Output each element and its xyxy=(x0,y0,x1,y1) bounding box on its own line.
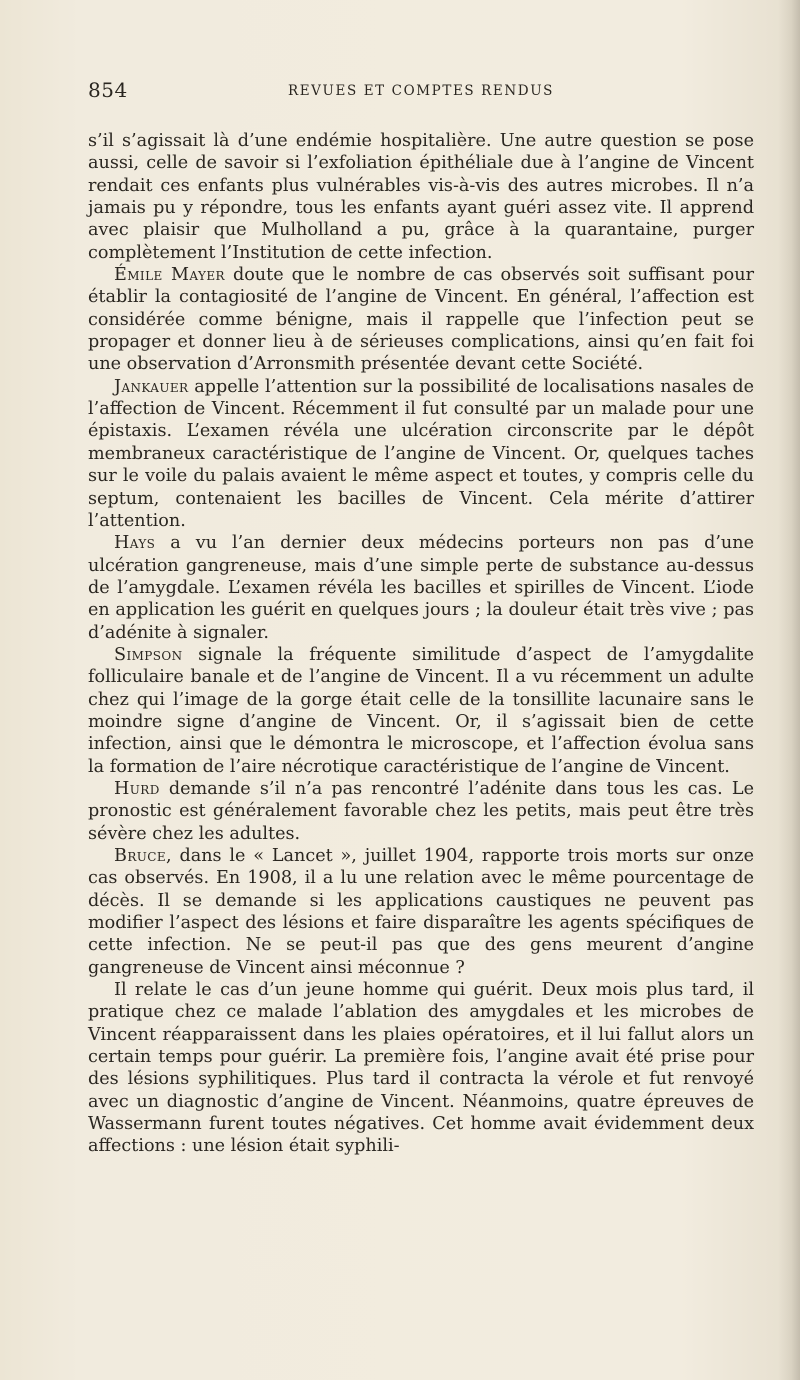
paragraph-bruce xyxy=(88,845,754,979)
paragraph-text: demande s’il n’a pas rencontré l’adénite dans tous les cas. Le pronostic est généralement favorable chez les petits, mais peut être très sévère chez les adultes. xyxy=(88,778,754,844)
paragraph-1 xyxy=(88,130,754,264)
paragraph-mayer xyxy=(88,264,754,376)
paragraph-text: a vu l’an dernier deux médecins porteurs non pas d’une ulcération gangreneuse, mais d’une simple perte de substance au-dessus de l’amygdale. L’examen révéla les bacilles et spirilles de Vincent. L’iode en application les guérit en quelques jours ; la douleur était très vive ; pas d’adénite à signaler. xyxy=(88,533,754,643)
paragraph-hays xyxy=(88,532,754,644)
paragraph-case-report xyxy=(88,979,754,1158)
paragraph-hurd xyxy=(88,778,754,845)
article-body xyxy=(88,130,754,1158)
speaker-name: Simpson xyxy=(114,644,183,665)
speaker-name: Émile Mayer xyxy=(114,265,225,286)
page-edge-shadow xyxy=(778,0,800,1380)
speaker-name: Jankauer xyxy=(114,376,189,397)
paragraph-text: s’il s’agissait là d’une endémie hospitalière. Une autre question se pose aussi, celle de savoir si l’exfoliation épithéliale due à l’angine de Vincent rendait ces enfants plus vulnérables vis-à-vis des autres microbes. Il n’a jamais pu y répondre, tous les enfants ayant guéri assez vite. Il apprend avec plaisir que Mulholland a pu, grâce à la quarantaine, purger complètement l’Institution de cette infection. xyxy=(88,131,754,263)
paragraph-text: doute que le nombre de cas observés soit suffisant pour établir la contagiosité de l’angine de Vincent. En général, l’affection est considérée comme bénigne, mais il rappelle que l’infection peut se propager et donner lieu à de sérieuses complications, ainsi qu’en fait foi une observation d’Arronsmith présentée devant cette Société. xyxy=(88,265,754,375)
paragraph-text: appelle l’attention sur la possibilité de localisations nasales de l’affection de Vincent. Récemment il fut consulté par un malade pour une épistaxis. L’examen révéla une ulcération circonscrite par le dépôt membraneux caractéristique de l’angine de Vincent. Or, quelques taches sur le voile du palais avaient le même aspect et toutes, y compris celle du septum, contenaient les bacilles de Vincent. Cela mérite d’attirer l’attention. xyxy=(88,376,754,531)
paragraph-text: Il relate le cas d’un jeune homme qui guérit. Deux mois plus tard, il pratique chez ce malade l’ablation des amygdales et les microbes de Vincent réapparaissent dans les plaies opératoires, et il lui fallut alors un certain temps pour guérir. La première fois, l’angine avait été prise pour des lésions syphilitiques. Plus tard il contracta la vérole et fut renvoyé avec un diagnostic d’angine de Vincent. Néanmoins, quatre épreuves de Wassermann furent toutes négatives. Cet homme avait évidemment deux affections : une lésion était syphili- xyxy=(88,980,754,1157)
speaker-name: Hays xyxy=(114,533,156,554)
page-number: 854 xyxy=(88,78,128,102)
speaker-name: Bruce xyxy=(114,846,167,866)
speaker-name: Hurd xyxy=(114,778,160,799)
page-header xyxy=(88,78,754,108)
running-head: REVUES ET COMPTES RENDUS xyxy=(287,83,555,99)
paragraph-jankauer xyxy=(88,376,754,532)
paragraph-text: signale la fréquente similitude d’aspect de l’amygdalite folliculaire banale et de l’angine de Vincent. Il a vu récemment un adulte chez qui l’image de la gorge était celle de la tonsillite lacunaire sans le moindre signe d’angine de Vincent. Or, il s’agissait bien de cette infection, ainsi que le démontra le microscope, et l’affection évolua sans la formation de l’aire nécrotique caractéristique de l’angine de Vincent. xyxy=(88,644,754,777)
paragraph-text: , dans le « Lancet », juillet 1904, rapporte trois morts sur onze cas observés. En 1908, il a lu une relation avec le même pourcentage de décès. Il se demande si les applications caustiques ne peuvent pas modifier l’aspect des lésions et faire disparaître les agents spécifiques de cette infection. Ne se peut-il pas que des gens meurent d’angine gangreneuse de Vincent ainsi méconnue ? xyxy=(88,846,754,978)
paragraph-simpson xyxy=(88,644,754,778)
